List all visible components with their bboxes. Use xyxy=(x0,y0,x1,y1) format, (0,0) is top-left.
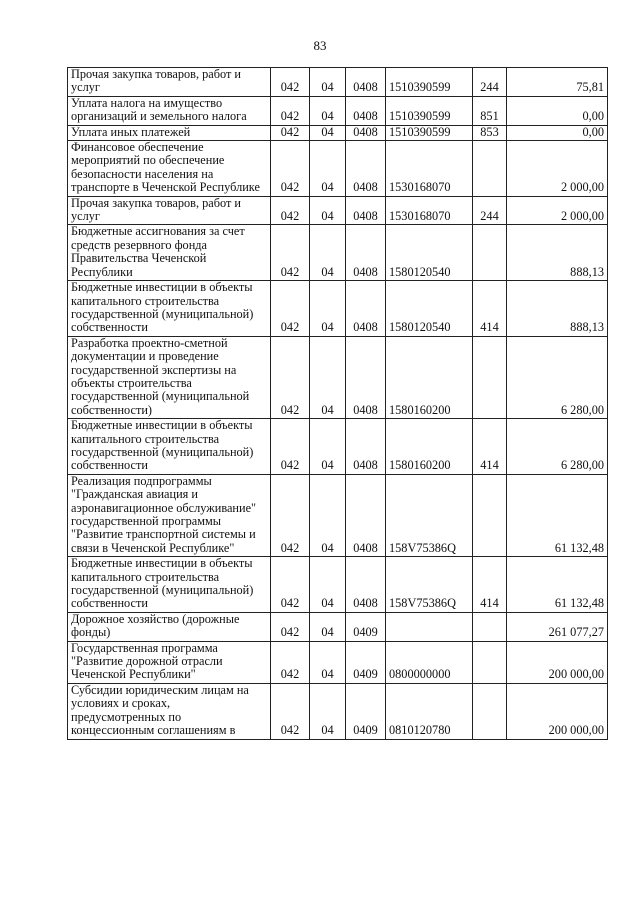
row-section-cell: 04 xyxy=(310,68,346,97)
row-target-article-cell: 1510390599 xyxy=(386,68,473,97)
table-row xyxy=(68,96,608,125)
row-subsection-cell: 0408 xyxy=(346,141,386,197)
row-name-cell: Субсидии юридическим лицам на условиях и сроках, предусмотренных по концессионным соглашениям в xyxy=(68,683,271,739)
row-section-cell: 04 xyxy=(310,474,346,556)
row-amount-cell: 61 132,48 xyxy=(507,474,608,556)
row-ministry-cell: 042 xyxy=(271,141,310,197)
row-amount-cell: 888,13 xyxy=(507,225,608,281)
row-target-article-cell: 1510390599 xyxy=(386,96,473,125)
row-target-article-cell: 1510390599 xyxy=(386,125,473,140)
row-target-article-cell: 0800000000 xyxy=(386,641,473,683)
table-row xyxy=(68,68,608,97)
row-name-cell: Прочая закупка товаров, работ и услуг xyxy=(68,68,271,97)
row-name-cell: Бюджетные ассигнования за счет средств резервного фонда Правительства Чеченской Республики xyxy=(68,225,271,281)
row-name-cell: Бюджетные инвестиции в объекты капитального строительства государственной (муниципальной) собственности xyxy=(68,557,271,613)
row-amount-cell: 200 000,00 xyxy=(507,641,608,683)
row-section-cell: 04 xyxy=(310,641,346,683)
table-row xyxy=(68,641,608,683)
row-expense-type-cell xyxy=(473,641,507,683)
row-amount-cell: 200 000,00 xyxy=(507,683,608,739)
row-expense-type-cell xyxy=(473,612,507,641)
row-ministry-cell: 042 xyxy=(271,474,310,556)
row-section-cell: 04 xyxy=(310,125,346,140)
table-row xyxy=(68,557,608,613)
table-row xyxy=(68,225,608,281)
row-ministry-cell: 042 xyxy=(271,281,310,337)
row-name-cell: Уплата налога на имущество организаций и земельного налога xyxy=(68,96,271,125)
table-row xyxy=(68,141,608,197)
row-ministry-cell: 042 xyxy=(271,96,310,125)
row-target-article-cell: 1580120540 xyxy=(386,281,473,337)
row-subsection-cell: 0409 xyxy=(346,641,386,683)
table-row xyxy=(68,474,608,556)
row-name-cell: Финансовое обеспечение мероприятий по обеспечение безопасности населения на транспорте в Чеченской Республике xyxy=(68,141,271,197)
row-subsection-cell: 0408 xyxy=(346,68,386,97)
row-ministry-cell: 042 xyxy=(271,125,310,140)
row-amount-cell: 261 077,27 xyxy=(507,612,608,641)
row-expense-type-cell xyxy=(473,336,507,418)
budget-table xyxy=(67,67,608,740)
row-section-cell: 04 xyxy=(310,557,346,613)
row-expense-type-cell: 414 xyxy=(473,419,507,475)
row-expense-type-cell: 244 xyxy=(473,68,507,97)
row-expense-type-cell xyxy=(473,141,507,197)
row-expense-type-cell: 244 xyxy=(473,196,507,225)
row-amount-cell: 2 000,00 xyxy=(507,196,608,225)
row-section-cell: 04 xyxy=(310,419,346,475)
row-name-cell: Разработка проектно-сметной документации и проведение государственной экспертизы на объекты строительства государственной (муниципальной собственности) xyxy=(68,336,271,418)
row-target-article-cell: 1580120540 xyxy=(386,225,473,281)
row-subsection-cell: 0408 xyxy=(346,474,386,556)
row-amount-cell: 75,81 xyxy=(507,68,608,97)
row-target-article-cell: 1530168070 xyxy=(386,196,473,225)
row-subsection-cell: 0408 xyxy=(346,125,386,140)
row-expense-type-cell xyxy=(473,225,507,281)
row-section-cell: 04 xyxy=(310,281,346,337)
row-amount-cell: 6 280,00 xyxy=(507,336,608,418)
row-ministry-cell: 042 xyxy=(271,225,310,281)
row-ministry-cell: 042 xyxy=(271,68,310,97)
table-row xyxy=(68,125,608,140)
row-ministry-cell: 042 xyxy=(271,196,310,225)
row-target-article-cell: 0810120780 xyxy=(386,683,473,739)
row-section-cell: 04 xyxy=(310,225,346,281)
row-ministry-cell: 042 xyxy=(271,641,310,683)
row-amount-cell: 6 280,00 xyxy=(507,419,608,475)
row-ministry-cell: 042 xyxy=(271,336,310,418)
row-subsection-cell: 0408 xyxy=(346,96,386,125)
row-subsection-cell: 0408 xyxy=(346,336,386,418)
row-expense-type-cell: 853 xyxy=(473,125,507,140)
table-row xyxy=(68,196,608,225)
row-subsection-cell: 0409 xyxy=(346,683,386,739)
row-section-cell: 04 xyxy=(310,141,346,197)
row-name-cell: Бюджетные инвестиции в объекты капитального строительства государственной (муниципальной) собственности xyxy=(68,281,271,337)
row-subsection-cell: 0408 xyxy=(346,196,386,225)
table-row xyxy=(68,612,608,641)
row-amount-cell: 2 000,00 xyxy=(507,141,608,197)
row-name-cell: Дорожное хозяйство (дорожные фонды) xyxy=(68,612,271,641)
row-expense-type-cell: 851 xyxy=(473,96,507,125)
row-section-cell: 04 xyxy=(310,196,346,225)
row-name-cell: Реализация подпрограммы "Гражданская авиация и аэронавигационное обслуживание" государственной программы "Развитие транспортной системы и связи в Чеченской Республике" xyxy=(68,474,271,556)
row-subsection-cell: 0408 xyxy=(346,557,386,613)
row-section-cell: 04 xyxy=(310,336,346,418)
row-name-cell: Прочая закупка товаров, работ и услуг xyxy=(68,196,271,225)
row-expense-type-cell xyxy=(473,683,507,739)
row-ministry-cell: 042 xyxy=(271,683,310,739)
row-section-cell: 04 xyxy=(310,612,346,641)
row-amount-cell: 61 132,48 xyxy=(507,557,608,613)
row-expense-type-cell: 414 xyxy=(473,557,507,613)
row-expense-type-cell xyxy=(473,474,507,556)
row-target-article-cell xyxy=(386,612,473,641)
row-ministry-cell: 042 xyxy=(271,557,310,613)
row-target-article-cell: 1580160200 xyxy=(386,336,473,418)
row-section-cell: 04 xyxy=(310,96,346,125)
table-row xyxy=(68,336,608,418)
row-name-cell: Бюджетные инвестиции в объекты капитального строительства государственной (муниципальной) собственности xyxy=(68,419,271,475)
table-row xyxy=(68,281,608,337)
row-expense-type-cell: 414 xyxy=(473,281,507,337)
row-target-article-cell: 1530168070 xyxy=(386,141,473,197)
row-target-article-cell: 158V75386Q xyxy=(386,474,473,556)
table-row xyxy=(68,419,608,475)
row-target-article-cell: 158V75386Q xyxy=(386,557,473,613)
row-subsection-cell: 0408 xyxy=(346,225,386,281)
row-subsection-cell: 0408 xyxy=(346,281,386,337)
row-subsection-cell: 0409 xyxy=(346,612,386,641)
row-amount-cell: 888,13 xyxy=(507,281,608,337)
row-name-cell: Уплата иных платежей xyxy=(68,125,271,140)
row-subsection-cell: 0408 xyxy=(346,419,386,475)
row-section-cell: 04 xyxy=(310,683,346,739)
row-target-article-cell: 1580160200 xyxy=(386,419,473,475)
table-row xyxy=(68,683,608,739)
row-amount-cell: 0,00 xyxy=(507,96,608,125)
row-ministry-cell: 042 xyxy=(271,612,310,641)
row-ministry-cell: 042 xyxy=(271,419,310,475)
row-amount-cell: 0,00 xyxy=(507,125,608,140)
row-name-cell: Государственная программа "Развитие дорожной отрасли Чеченской Республики" xyxy=(68,641,271,683)
page-number: 83 xyxy=(313,38,327,53)
